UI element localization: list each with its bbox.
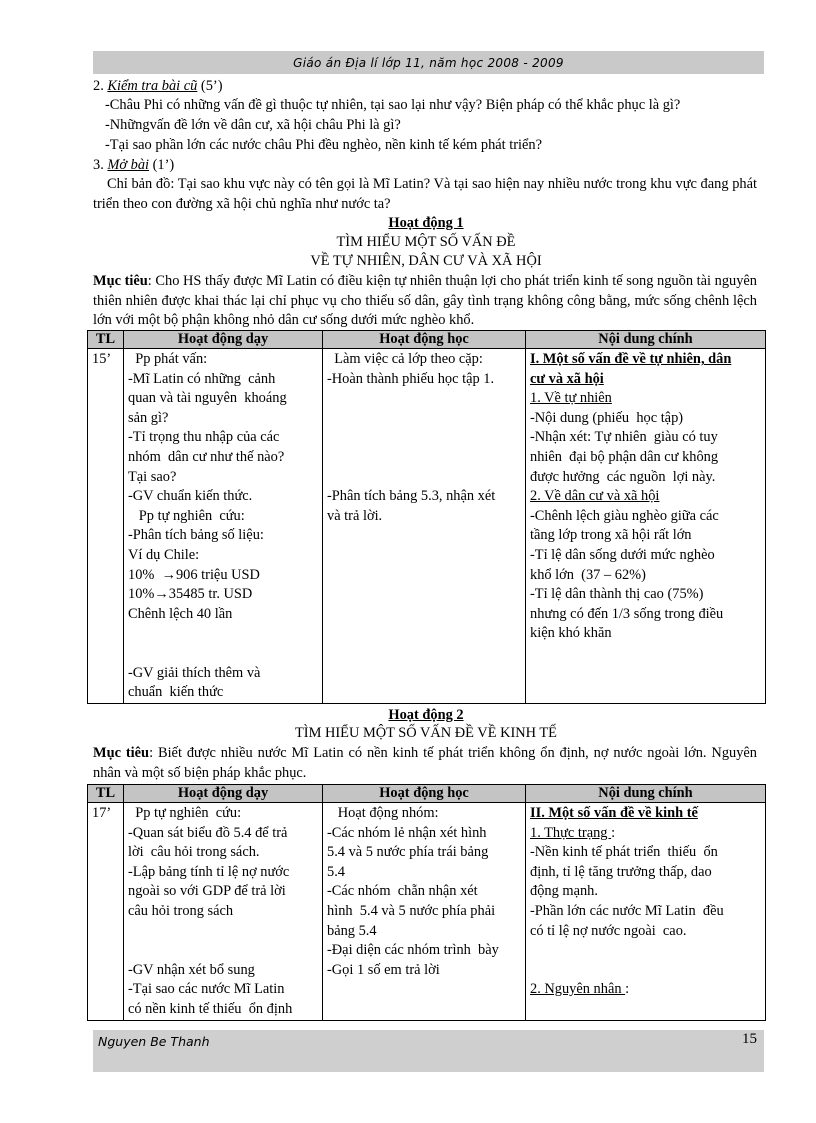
teach-line: lời câu hỏi trong sách. bbox=[128, 844, 260, 861]
teach-line: Pp phát vấn: bbox=[128, 351, 208, 367]
content-line: nhưng có đến 1/3 sống trong điều bbox=[530, 605, 724, 622]
table-header-row bbox=[88, 331, 766, 349]
col-header-tl: TL bbox=[88, 785, 124, 803]
teach-line: nhóm dân cư như thế nào? bbox=[128, 448, 285, 465]
activity1-goal bbox=[93, 272, 757, 331]
learn-line bbox=[327, 468, 525, 488]
teach-line: -Tại sao các nước Mĩ Latin bbox=[128, 981, 285, 998]
teach-line: Pp tự nghiên cứu: bbox=[128, 805, 242, 821]
col-header-content: Nội dung chính bbox=[526, 785, 766, 803]
check-old-title: Kiểm tra bài cũ bbox=[107, 78, 198, 94]
author-name: Nguyen Be Thanh bbox=[98, 1034, 210, 1049]
content-sub1-text: 1. Thực trạng bbox=[530, 824, 612, 841]
content-sub1 bbox=[530, 389, 765, 409]
teach-line: Ví dụ Chile: bbox=[128, 546, 200, 563]
content-line: định, tỉ lệ tăng trưởng thấp, dao bbox=[530, 863, 712, 880]
intro-text: Chỉ bản đồ: Tại sao khu vực này có tên gọi là Mĩ Latin? Và tại sao hiện nay nhiều nước trong khu vực đang phát triển theo con đường xã hội chủ nghĩa như nước ta? bbox=[93, 176, 757, 212]
cell-tl bbox=[88, 349, 124, 704]
content-line: kiện khó khăn bbox=[530, 625, 612, 642]
cell-tl bbox=[88, 803, 124, 1021]
intro-number: 3. bbox=[93, 157, 108, 173]
teach-line bbox=[128, 922, 322, 942]
learn-line: -Các nhóm chẵn nhận xét bbox=[327, 883, 478, 900]
learn-line bbox=[327, 448, 525, 468]
cell-teach bbox=[124, 349, 323, 704]
activity1-goal-label: Mục tiêu bbox=[93, 273, 148, 289]
content-sub2-colon: : bbox=[625, 981, 630, 998]
intro-heading bbox=[93, 156, 174, 174]
content-heading-2-text: cư và xã hội bbox=[530, 370, 604, 387]
check-old-heading bbox=[93, 77, 223, 95]
content-line: -Tỉ lệ dân thành thị cao (75%) bbox=[530, 586, 704, 603]
learn-line bbox=[327, 389, 525, 409]
teach-line bbox=[128, 624, 322, 644]
activity2-goal-text: : Biết được nhiều nước Mĩ Latin có nền kinh tế phát triển không ổn định, nợ nước ngoài lớn. Nguyên nhân và một số biện pháp khắc phục. bbox=[93, 745, 757, 781]
content-sub2-text: 2. Nguyên nhân bbox=[530, 981, 626, 998]
learn-line: -Hoàn thành phiếu học tập 1. bbox=[327, 370, 495, 387]
content-heading-text: II. Một số vấn đề về kinh tế bbox=[530, 805, 698, 821]
teach-line bbox=[128, 644, 322, 664]
content-sub2-text: 2. Về dân cư và xã hội bbox=[530, 488, 660, 505]
content-line: động mạnh. bbox=[530, 883, 598, 900]
content-line: -Tỉ lệ dân sống dưới mức nghèo bbox=[530, 546, 715, 563]
teach-line: sản gì? bbox=[128, 409, 169, 426]
time-value: 15’ bbox=[92, 351, 112, 367]
content-sub2 bbox=[530, 487, 765, 507]
learn-line: Làm việc cả lớp theo cặp: bbox=[327, 351, 483, 367]
teach-line: -GV nhận xét bổ sung bbox=[128, 961, 255, 978]
activity2-goal-label: Mục tiêu bbox=[93, 745, 150, 761]
teach-line: -GV chuẩn kiến thức. bbox=[128, 488, 253, 505]
table-header-row bbox=[88, 785, 766, 803]
intro-time: (1’) bbox=[149, 157, 175, 173]
col-header-tl: TL bbox=[88, 331, 124, 349]
learn-line: và trả lời. bbox=[327, 507, 383, 524]
col-header-learn: Hoạt động học bbox=[323, 331, 526, 349]
col-header-teach: Hoạt động dạy bbox=[124, 785, 323, 803]
header-text: Giáo án Địa lí lớp 11, năm học 2008 - 2009 bbox=[293, 55, 564, 70]
learn-line: Hoạt động nhóm: bbox=[327, 805, 439, 821]
learn-line: 5.4 bbox=[327, 863, 345, 880]
check-old-number: 2. bbox=[93, 78, 108, 94]
content-line: khổ lớn (37 – 62%) bbox=[530, 566, 646, 583]
content-sub2 bbox=[530, 980, 765, 1000]
teach-line: Tại sao? bbox=[128, 468, 177, 485]
content-line: tầng lớp trong xã hội rất lớn bbox=[530, 527, 692, 544]
check-old-q1: -Châu Phi có những vấn đề gì thuộc tự nhiên, tại sao lại như vậy? Biện pháp có thể khắc phục là gì? bbox=[105, 97, 681, 113]
activity2-subtitle: TÌM HIỂU MỘT SỐ VẤN ĐỀ VỀ KINH TẾ bbox=[295, 725, 557, 741]
learn-line: bảng 5.4 bbox=[327, 922, 377, 939]
time-value: 17’ bbox=[92, 805, 112, 821]
learn-line bbox=[327, 428, 525, 448]
content-heading bbox=[530, 804, 765, 824]
teach-line: có nền kinh tế thiếu ổn định bbox=[128, 1000, 293, 1017]
content-line: được hưởng các nguồn lợi này. bbox=[530, 468, 716, 485]
learn-line: hình 5.4 và 5 nước phía phải bbox=[327, 902, 496, 919]
activity2-title: Hoạt động 2 bbox=[388, 707, 464, 723]
content-line: nhiên đại bộ phận dân cư không bbox=[530, 448, 719, 465]
teach-line: chuẩn kiến thức bbox=[128, 684, 224, 701]
teach-line: ngoài so với GDP để trả lời bbox=[128, 883, 286, 900]
content-sub1-text: 1. Về tự nhiên bbox=[530, 390, 612, 407]
page-number: 15 bbox=[742, 1031, 757, 1047]
content-line: -Nhận xét: Tự nhiên giàu có tuy bbox=[530, 429, 718, 446]
check-old-q3: -Tại sao phần lớn các nước châu Phi đều nghèo, nền kinh tế kém phát triển? bbox=[105, 137, 543, 153]
check-old-q2: -Nhữngvấn đề lớn về dân cư, xã hội châu Phi là gì? bbox=[105, 117, 401, 133]
teach-line: -Mĩ Latin có những cảnh bbox=[128, 370, 276, 387]
content-line: -Nền kinh tế phát triển thiếu ổn bbox=[530, 844, 718, 861]
content-line: -Chênh lệch giàu nghèo giữa các bbox=[530, 507, 719, 524]
teach-line bbox=[128, 941, 322, 961]
teach-line: -Tỉ trọng thu nhập của các bbox=[128, 429, 280, 446]
content-line: -Nội dung (phiếu học tập) bbox=[530, 409, 684, 426]
activity1-subtitle1: TÌM HIỂU MỘT SỐ VẤN ĐỀ bbox=[336, 234, 516, 250]
teach-line: câu hỏi trong sách bbox=[128, 902, 234, 919]
col-header-teach: Hoạt động dạy bbox=[124, 331, 323, 349]
activity1-title: Hoạt động 1 bbox=[388, 215, 464, 231]
activity1-table bbox=[87, 330, 766, 704]
teach-line: -GV giải thích thêm và bbox=[128, 664, 261, 681]
content-sub1 bbox=[530, 824, 765, 844]
content-heading-1-text: I. Một số vấn đề về tự nhiên, dân bbox=[530, 351, 732, 367]
teach-line: -Phân tích bảng số liệu: bbox=[128, 527, 264, 544]
cell-content bbox=[526, 803, 766, 1021]
table-row bbox=[88, 349, 766, 704]
teach-line: 10%→35485 tr. USD bbox=[128, 586, 253, 603]
learn-line: -Đại diện các nhóm trình bày bbox=[327, 942, 499, 959]
learn-line bbox=[327, 409, 525, 429]
activity1-subtitle2: VỀ TỰ NHIÊN, DÂN CƯ VÀ XÃ HỘI bbox=[310, 253, 542, 269]
teach-line: quan và tài nguyên khoáng bbox=[128, 390, 287, 407]
content-heading-1 bbox=[530, 350, 765, 370]
intro-title: Mở bài bbox=[107, 157, 150, 173]
activity2-goal bbox=[93, 744, 757, 783]
learn-line: -Các nhóm lẻ nhận xét hình bbox=[327, 824, 487, 841]
teach-line: Chênh lệch 40 lần bbox=[128, 605, 233, 622]
content-line: có tỉ lệ nợ nước ngoài cao. bbox=[530, 922, 687, 939]
content-sub1-colon: : bbox=[611, 824, 616, 841]
content-heading-2 bbox=[530, 370, 765, 390]
teach-line: -Quan sát biểu đồ 5.4 để trả bbox=[128, 824, 288, 841]
content-line: -Phần lớn các nước Mĩ Latin đều bbox=[530, 902, 724, 919]
teach-line: 10% →906 triệu USD bbox=[128, 566, 260, 583]
learn-line: -Phân tích bảng 5.3, nhận xét bbox=[327, 488, 496, 505]
teach-line: Pp tự nghiên cứu: bbox=[128, 507, 245, 524]
cell-learn bbox=[323, 803, 526, 1021]
activity2-table bbox=[87, 784, 766, 1021]
check-old-time: (5’) bbox=[197, 78, 223, 94]
cell-teach bbox=[124, 803, 323, 1021]
activity1-goal-text: : Cho HS thấy được Mĩ Latin có điều kiện tự nhiên thuận lợi cho phát triển kinh tế song nguồn tài nguyên thiên nhiên được khai thác lại chỉ phục vụ cho thiểu số dân, gây tình trạng không công bằng, mức sống chênh lệch lớn với một bộ phận không nhỏ dân cư sống dưới mức nghèo khổ. bbox=[93, 273, 757, 329]
teach-line: -Lập bảng tính tỉ lệ nợ nước bbox=[128, 863, 290, 880]
table-row bbox=[88, 803, 766, 1021]
page-header bbox=[93, 51, 764, 74]
learn-line: -Gọi 1 số em trả lời bbox=[327, 961, 440, 978]
cell-content bbox=[526, 349, 766, 704]
cell-learn bbox=[323, 349, 526, 704]
learn-line: 5.4 và 5 nước phía trái bảng bbox=[327, 844, 489, 861]
col-header-content: Nội dung chính bbox=[526, 331, 766, 349]
col-header-learn: Hoạt động học bbox=[323, 785, 526, 803]
